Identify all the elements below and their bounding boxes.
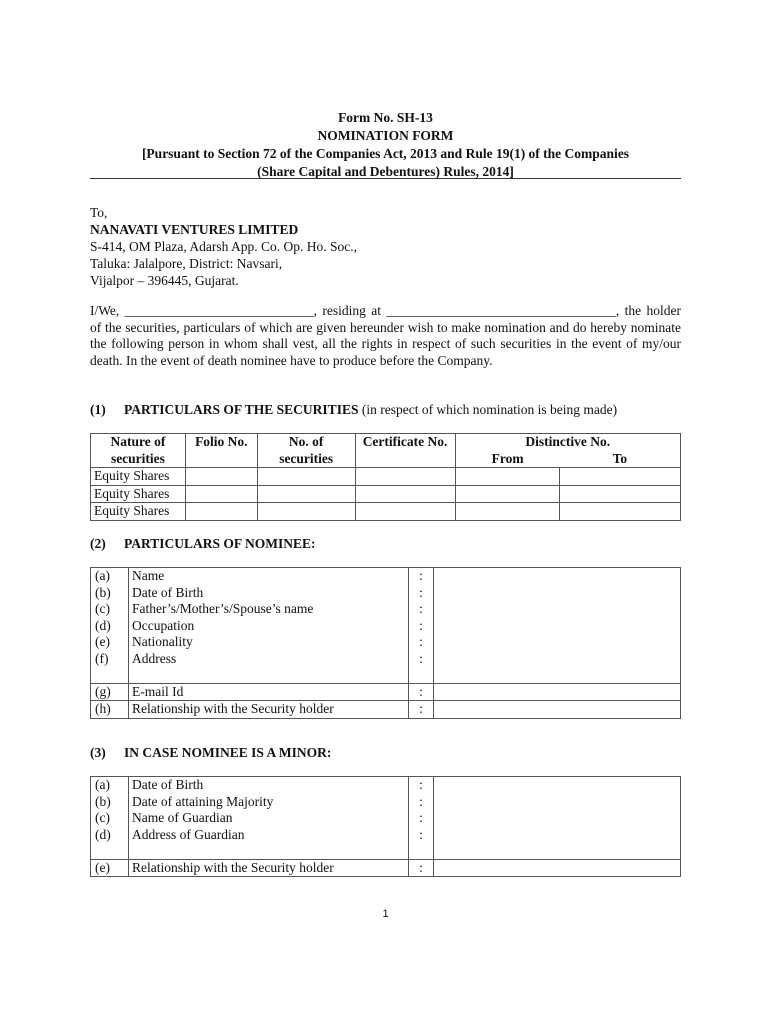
nominee-nationality-field[interactable] <box>434 634 681 651</box>
address-line-3: Vijalpor – 396445, Gujarat. <box>90 273 239 288</box>
list-item: (a) Date of Birth : <box>91 777 681 794</box>
minor-relationship-field[interactable] <box>434 859 681 877</box>
cell-folio[interactable] <box>185 468 257 486</box>
cell-from[interactable] <box>455 485 560 503</box>
cell-cert[interactable] <box>355 503 455 521</box>
minor-dob-field[interactable] <box>434 777 681 794</box>
nominee-address-field[interactable] <box>434 651 681 684</box>
address-line-1: S-414, OM Plaza, Adarsh App. Co. Op. Ho. Soc., <box>90 239 357 254</box>
company-name: NANAVATI VENTURES LIMITED <box>90 222 299 237</box>
nominee-table <box>90 567 681 719</box>
nominee-name-field[interactable] <box>434 568 681 585</box>
cell-num[interactable] <box>257 468 355 486</box>
list-item: (e) Nationality : <box>91 634 681 651</box>
row-nature: Equity Shares <box>91 468 186 486</box>
header-num-securities: No. of securities <box>257 434 355 468</box>
address-block <box>90 204 357 289</box>
intro-paragraph: I/We, ____________________________, residing at __________________________________, the holder of the securities, particulars of which are given hereunder wish to make nomination and do hereby nominate the following person in whom shall vest, all the rights in respect of such securities in the event of my/our death. In the event of death nominee have to produce before the Company. <box>90 303 681 368</box>
guardian-name-field[interactable] <box>434 810 681 827</box>
cell-to[interactable] <box>560 503 681 521</box>
form-header <box>90 109 681 181</box>
guardian-address-field[interactable] <box>434 827 681 860</box>
minor-table <box>90 776 681 877</box>
address-to: To, <box>90 205 108 220</box>
nominee-occupation-field[interactable] <box>434 618 681 635</box>
table-row <box>91 468 681 486</box>
list-item: (b) Date of attaining Majority : <box>91 794 681 811</box>
header-nature: Nature of securities <box>91 434 186 468</box>
section-1-heading: (1) PARTICULARS OF THE SECURITIES (in respect of which nomination is being made) <box>90 402 618 417</box>
list-item: (d) Occupation : <box>91 618 681 635</box>
minor-majority-field[interactable] <box>434 794 681 811</box>
cell-num[interactable] <box>257 485 355 503</box>
nominee-parent-field[interactable] <box>434 601 681 618</box>
form-title: NOMINATION FORM <box>317 128 454 143</box>
cell-cert[interactable] <box>355 468 455 486</box>
header-from: From <box>455 451 560 468</box>
securities-table <box>90 433 681 521</box>
header-to: To <box>560 451 681 468</box>
nominee-relationship-field[interactable] <box>434 701 681 719</box>
cell-num[interactable] <box>257 503 355 521</box>
list-item: (c) Name of Guardian : <box>91 810 681 827</box>
cell-folio[interactable] <box>185 485 257 503</box>
row-nature: Equity Shares <box>91 485 186 503</box>
address-line-2: Taluka: Jalalpore, District: Navsari, <box>90 256 283 271</box>
list-item: (a) Name : <box>91 568 681 585</box>
cell-from[interactable] <box>455 503 560 521</box>
form-number: Form No. SH-13 <box>338 110 433 125</box>
table-row <box>91 503 681 521</box>
list-item: (b) Date of Birth : <box>91 585 681 602</box>
cell-cert[interactable] <box>355 485 455 503</box>
header-divider <box>90 178 681 179</box>
section-2-heading: (2) PARTICULARS OF NOMINEE: <box>90 536 316 551</box>
cell-to[interactable] <box>560 485 681 503</box>
pursuant-line-1: [Pursuant to Section 72 of the Companies Act, 2013 and Rule 19(1) of the Companies <box>141 146 630 161</box>
pursuant-line-2: (Share Capital and Debentures) Rules, 2014] <box>257 164 514 179</box>
section-3-heading: (3) IN CASE NOMINEE IS A MINOR: <box>90 745 332 760</box>
list-item: (f) Address : <box>91 651 681 684</box>
form-page <box>90 0 681 1024</box>
list-item: (g) E-mail Id : <box>91 683 681 701</box>
nominee-email-field[interactable] <box>434 683 681 701</box>
header-distinctive: Distinctive No. <box>455 434 681 451</box>
cell-folio[interactable] <box>185 503 257 521</box>
cell-from[interactable] <box>455 468 560 486</box>
cell-to[interactable] <box>560 468 681 486</box>
list-item: (h) Relationship with the Security holder : <box>91 701 681 719</box>
nominee-dob-field[interactable] <box>434 585 681 602</box>
table-row <box>91 485 681 503</box>
header-folio: Folio No. <box>185 434 257 468</box>
list-item: (c) Father’s/Mother’s/Spouse’s name : <box>91 601 681 618</box>
row-nature: Equity Shares <box>91 503 186 521</box>
list-item: (e) Relationship with the Security holder : <box>91 859 681 877</box>
header-certificate: Certificate No. <box>355 434 455 468</box>
list-item: (d) Address of Guardian : <box>91 827 681 860</box>
page-number: 1 <box>382 908 389 920</box>
